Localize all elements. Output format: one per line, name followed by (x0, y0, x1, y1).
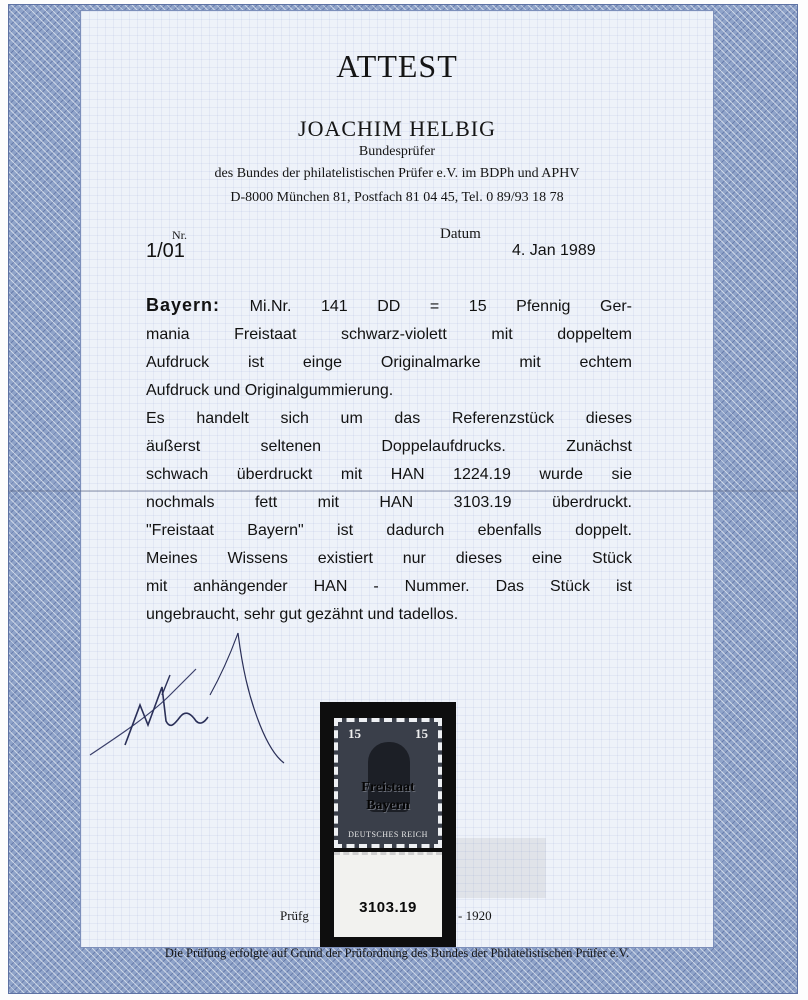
certificate-title: ATTEST (336, 48, 458, 84)
body-line: ungebraucht, sehr gut gezähnt und tadellos. (146, 606, 459, 623)
number-label: Nr. (172, 228, 187, 242)
address: D-8000 München 81, Postfach 81 04 45, Tel. 0 89/93 18 78 (230, 190, 564, 205)
body-line: Aufdruck und Originalgummierung. (146, 382, 394, 399)
overprint-line-2: Bayern (366, 798, 410, 813)
body-line: schwach überdruckt mit HAN 1224.19 wurde sie (146, 466, 632, 483)
handwritten-signature (70, 625, 330, 765)
examiner-name: JOACHIM HELBIG (298, 116, 496, 141)
germania-stamp (334, 718, 442, 848)
stamp-with-margin (320, 702, 456, 947)
date-label: Datum (440, 226, 481, 242)
body-line: "Freistaat Bayern" ist dadurch ebenfalls doppelt. (146, 522, 632, 539)
stamp-value-right: 15 (415, 726, 428, 741)
body-line: mit anhängender HAN - Nummer. Das Stück ist (146, 578, 632, 595)
overprint-line-1: Freistaat (361, 780, 415, 795)
body-line: Aufdruck ist einge Originalmarke mit echtem (146, 354, 632, 371)
body-line: äußerst seltenen Doppelaufdrucks. Zunächst (146, 438, 632, 455)
number-value: 1/01 (146, 240, 185, 262)
region-label: Bayern: (146, 295, 221, 315)
body-line: Es handelt sich um das Referenzstück dieses (146, 410, 632, 427)
body-line: Bayern: Mi.Nr. 141 DD = 15 Pfennig Ger- (146, 295, 633, 315)
stamp-country: DEUTSCHES REICH (348, 830, 428, 839)
body-line: Meines Wissens existiert nur dieses eine Stück (146, 550, 632, 567)
pruef-label: Prüfg (280, 908, 309, 923)
pruef-year: - 1920 (458, 908, 492, 923)
body-line: mania Freistaat schwarz-violett mit doppeltem (146, 326, 632, 343)
body-line: nochmals fett mit HAN 3103.19 überdruckt. (146, 494, 632, 511)
stamp-sheet-margin (334, 852, 442, 937)
certificate-body (146, 291, 632, 629)
certificate-date: 4. Jan 1989 (512, 242, 596, 259)
footer-note: Die Prüfung erfolgte auf Grund der Prüfordnung des Bundes der Philatelistischen Prüfer e.V. (164, 946, 630, 960)
stamp-value-left: 15 (348, 726, 361, 741)
examiner-title: Bundesprüfer (358, 144, 436, 159)
organization: des Bundes der philatelistischen Prüfer e.V. im BDPh und APHV (214, 166, 580, 181)
han-number: 3103.19 (359, 899, 417, 916)
